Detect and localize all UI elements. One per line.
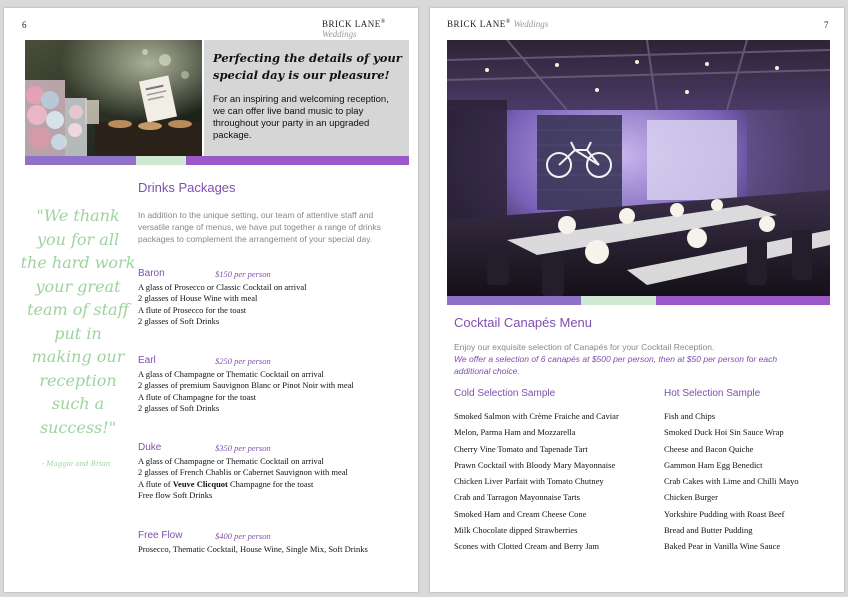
brand-reg: ® — [505, 19, 511, 25]
package-details-duke — [138, 456, 348, 501]
quote-line: such a — [51, 394, 105, 413]
color-bar-lavender — [25, 156, 136, 165]
quote-line: you for all — [36, 229, 120, 249]
toast-brand: Veuve Clicquot — [172, 478, 228, 489]
package-price-earl: $250 per person — [215, 356, 271, 366]
package-line: 2 glasses of French Chablis or Cabernet Sauvignon with meal — [138, 467, 348, 478]
list-item: Chicken Liver Parfait with Tomato Chutney — [454, 476, 604, 487]
package-line: A flute of Prosecco for the toast — [138, 304, 247, 315]
package-line: Free flow Soft Drinks — [138, 489, 213, 500]
package-name-earl: Earl — [138, 355, 156, 366]
brand-logo-right — [447, 19, 548, 29]
page-number-left: 6 — [22, 20, 27, 30]
list-item: Smoked Duck Hoi Sin Sauce Wrap — [664, 427, 784, 438]
list-item: Fish and Chips — [664, 411, 716, 421]
brand-reg: ® — [380, 19, 386, 25]
list-item: Cheese and Bacon Quiche — [664, 443, 754, 454]
package-price-duke: $350 per person — [215, 443, 271, 453]
quote-line: making our — [31, 347, 125, 366]
package-line: A glass of Prosecco or Classic Cocktail on arrival — [138, 282, 307, 292]
package-line: Prosecco, Thematic Cocktail, House Wine, Single Mix, Soft Drinks — [138, 544, 368, 554]
list-item: Melon, Parma Ham and Mozzarella — [454, 427, 576, 438]
toast-prefix: A flute of — [138, 478, 173, 489]
brand-name: BRICK LANE — [447, 19, 506, 29]
package-details-baron — [138, 282, 307, 327]
drinks-packages-title: Drinks Packages — [138, 180, 236, 195]
hot-selection-title: Hot Selection Sample — [664, 388, 761, 399]
color-bar-violet — [186, 156, 409, 165]
quote-line: put in — [54, 323, 102, 343]
package-line-toast — [138, 479, 348, 490]
canapes-menu-title: Cocktail Canapés Menu — [454, 315, 593, 330]
quote-line: success!" — [39, 417, 117, 437]
package-name-duke: Duke — [138, 442, 162, 453]
quote-line: reception — [39, 370, 117, 390]
testimonial-quote — [18, 204, 138, 439]
package-price-free-flow: $400 per person — [215, 531, 271, 541]
package-details-earl — [138, 369, 354, 414]
page-number-right: 7 — [824, 20, 829, 30]
callout-headline: Perfecting the details of your special day is our pleasure! — [213, 51, 402, 82]
package-details-free-flow — [138, 544, 368, 555]
cold-selection-list — [454, 408, 619, 555]
package-line: 2 glasses of premium Sauvignon Blanc or Pinot Noir with meal — [138, 380, 354, 391]
canapes-offer: We offer a selection of 6 canapés at $500 per person, then at $50 per person for each additional choice. — [454, 354, 778, 376]
list-item: Crab and Tarragon Mayonnaise Tarts — [454, 492, 580, 503]
package-line: A glass of Champagne or Thematic Cocktail on arrival — [138, 369, 324, 379]
brand-script: Weddings — [322, 29, 357, 39]
color-bar-mint — [581, 296, 656, 305]
list-item: Cherry Vine Tomato and Tapenade Tart — [454, 443, 588, 454]
list-item: Crab Cakes with Lime and Chilli Mayo — [664, 476, 799, 487]
list-item: Smoked Salmon with Crème Fraiche and Caviar — [454, 411, 619, 421]
list-item: Smoked Ham and Cream Cheese Cone — [454, 508, 587, 519]
package-line: 2 glasses of Soft Drinks — [138, 402, 220, 413]
venue-interior-photo — [447, 40, 830, 296]
quote-line: the hard work — [20, 253, 136, 272]
color-bar-violet — [656, 296, 830, 305]
list-item: Scones with Clotted Cream and Berry Jam — [454, 541, 599, 552]
toast-suffix: Champagne for the toast — [227, 478, 314, 489]
package-name-free-flow: Free Flow — [138, 530, 183, 541]
quote-line: your great — [35, 276, 121, 296]
brand-script: Weddings — [513, 19, 549, 29]
list-item: Bread and Butter Pudding — [664, 525, 753, 536]
reception-callout — [204, 40, 409, 156]
left-page — [4, 8, 418, 592]
cold-selection-title: Cold Selection Sample — [454, 388, 556, 399]
hot-selection-list — [664, 408, 799, 555]
package-line: A flute of Champagne for the toast — [138, 391, 257, 402]
package-line: 2 glasses of Soft Drinks — [138, 315, 220, 326]
list-item: Gammon Ham Egg Benedict — [664, 459, 763, 470]
quote-line: team of staff — [27, 300, 129, 319]
list-item: Prawn Cocktail with Bloody Mary Mayonnaise — [454, 459, 616, 470]
list-item: Baked Pear in Vanilla Wine Sauce — [664, 541, 781, 552]
list-item: Chicken Burger — [664, 492, 718, 503]
reception-candy-photo — [25, 40, 202, 156]
list-item: Milk Chocolate dipped Strawberries — [454, 525, 578, 536]
quote-signature: - Maggie and Brian — [41, 460, 111, 468]
right-page — [430, 8, 844, 592]
brand-logo-left — [322, 19, 418, 39]
canapes-intro: Enjoy our exquisite selection of Canapés for your Cocktail Reception. — [454, 342, 715, 352]
package-price-baron: $150 per person — [215, 269, 271, 279]
quote-line: "We thank — [36, 206, 120, 225]
color-bar-mint — [136, 156, 186, 165]
callout-subtext: For an inspiring and welcoming reception, we can offer live band music to play throughout your party in an upgraded package. — [213, 94, 389, 141]
package-name-baron: Baron — [138, 268, 165, 279]
brand-name: BRICK LANE — [322, 19, 381, 29]
color-bar-lavender — [447, 296, 581, 305]
drinks-intro: In addition to the unique setting, our team of attentive staff and versatile range of menus, we have put together a range of drinks packages to complement the arrangement of your special day. — [138, 210, 381, 244]
package-line: 2 glasses of House Wine with meal — [138, 293, 258, 304]
package-line: A glass of Champagne or Thematic Cocktail on arrival — [138, 456, 324, 466]
list-item: Yorkshire Pudding with Roast Beef — [664, 508, 785, 519]
